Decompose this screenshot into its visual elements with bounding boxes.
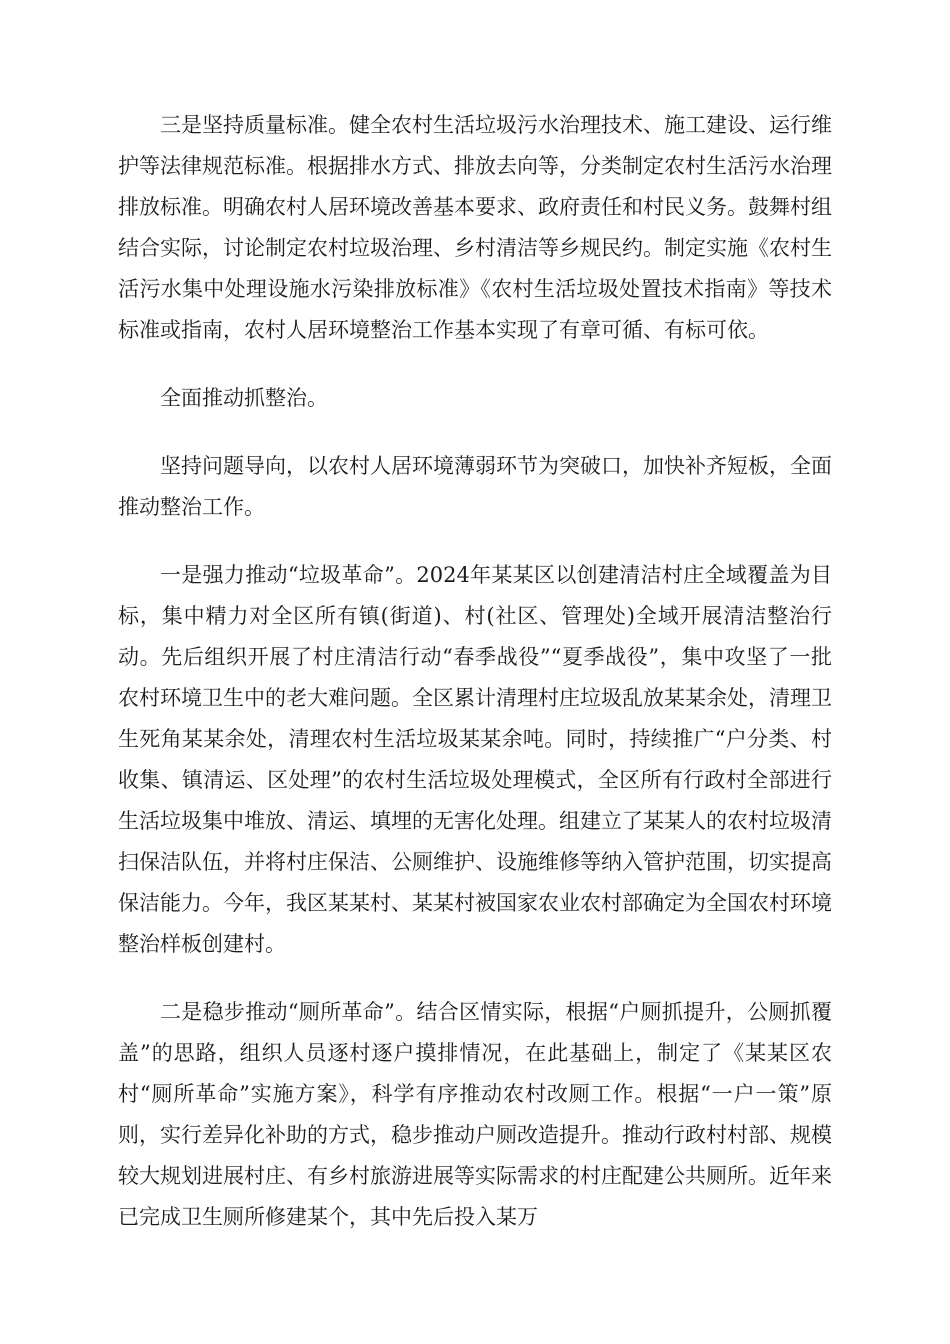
paragraph-toilet-revolution: 二是稳步推动“厕所革命”。结合区情实际，根据“户厕抓提升，公厕抓覆盖”的思路，组织人员逐村逐户摸排情况，在此基础上，制定了《某某区农村“厕所革命”实施方案》，科学有序推动农村改厕工作。根据“一户一策”原则，实行差异化补助的方式，稳步推动户厕改造提升。推动行政村村部、规模较大规划进展村庄、有乡村旅游进展等实际需求的村庄配建公共厕所。近年来已完成卫生厕所修建某个，其中先后投入某万 bbox=[118, 1000, 832, 1229]
document-body bbox=[118, 105, 832, 1238]
paragraph-problem-orientation: 坚持问题导向，以农村人居环境薄弱环节为突破口，加快补齐短板，全面推动整治工作。 bbox=[118, 454, 832, 519]
paragraph-garbage-revolution: 一是强力推动“垃圾革命”。2024年某某区以创建清洁村庄全域覆盖为目标，集中精力对全区所有镇(街道)、村(社区、管理处)全域开展清洁整治行动。先后组织开展了村庄清洁行动“春季战役”“夏季战役”，集中攻坚了一批农村环境卫生中的老大难问题。全区累计清理村庄垃圾乱放某某余处，清理卫生死角某某余处，清理农村生活垃圾某某余吨。同时，持续推广“户分类、村收集、镇清运、区处理”的农村生活垃圾处理模式，全区所有行政村全部进行生活垃圾集中堆放、清运、填埋的无害化处理。组建立了某某人的农村垃圾清扫保洁队伍，并将村庄保洁、公厕维护、设施维修等纳入管护范围，切实提高保洁能力。今年，我区某某村、某某村被国家农业农村部确定为全国农村环境整治样板创建村。 bbox=[118, 563, 832, 956]
section-heading-rectification: 全面推动抓整治。 bbox=[160, 386, 328, 410]
paragraph-quality-standards: 三是坚持质量标准。健全农村生活垃圾污水治理技术、施工建设、运行维护等法律规范标准。根据排水方式、排放去向等，分类制定农村生活污水治理排放标准。明确农村人居环境改善基本要求、政府责任和村民义务。鼓舞村组结合实际，讨论制定农村垃圾治理、乡村清洁等乡规民约。制定实施《农村生活污水集中处理设施水污染排放标准》《农村生活垃圾处置技术指南》等技术标准或指南，农村人居环境整治工作基本实现了有章可循、有标可依。 bbox=[118, 113, 832, 342]
